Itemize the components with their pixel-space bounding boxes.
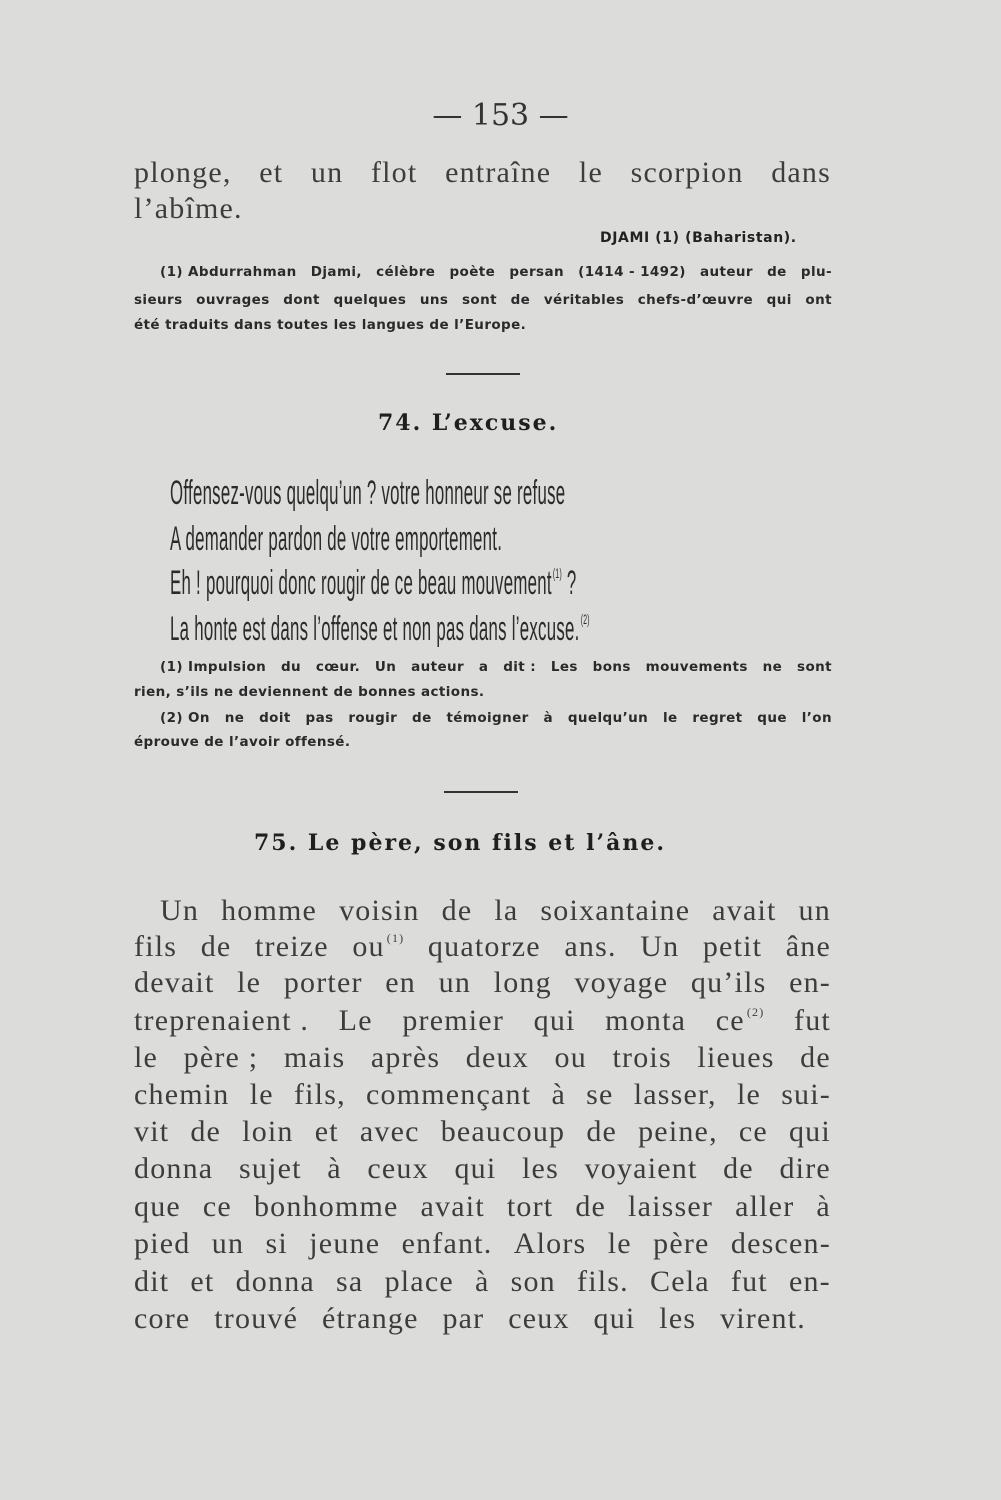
verse-line: Eh ! pourquoi donc rougir de ce beau mouvement$^{(1)}$ ? [170,564,577,602]
verse-line: Offensez-vous quelqu’un ? votre honneur se refuse [170,474,566,512]
body-line: donna sujet à ceux qui les voyaient de dire [134,1152,831,1185]
footnote-line: (2) On ne doit pas rougir de témoigner à quelqu’un le regret que l’on [160,710,832,726]
body-line: dit et donna sa place à son fils. Cela fut en- [134,1265,831,1298]
footnote-line: éprouve de l’avoir offensé. [134,734,351,750]
footnote-line: (1) Impulsion du cœur. Un auteur a dit : Les bons mouvements ne sont [160,659,832,675]
section-heading: 75. Le père, son fils et l’âne. [254,830,667,856]
continuation-line-2: l’abîme. [134,192,243,225]
section-heading: 74. L’excuse. [378,410,559,436]
body-line: le père ; mais après deux ou trois lieues de [134,1041,831,1074]
body-line: fils de treize ou $^{(1)}$ quatorze ans. Un petit âne [134,930,831,963]
verse-line: La honte est dans l’offense et non pas dans l’excuse.$^{(2)}$ [170,610,590,648]
body-line: devait le porter en un long voyage qu’ils en- [134,966,831,999]
note-ref: (2) [580,611,590,628]
body-line: treprenaient . Le premier qui monta ce $^{(2)}$ fut [134,1004,831,1037]
attribution: DJAMI (1) (Baharistan). [600,230,797,246]
body-line: Un homme voisin de la soixantaine avait un [160,894,831,927]
body-line: vit de loin et avec beaucoup de peine, ce qui [134,1115,831,1148]
footnote-line: (1) Abdurrahman Djami, célèbre poète persan (1414 - 1492) auteur de plu- [160,264,832,280]
page-number: — 153 — [432,98,569,133]
body-line: que ce bonhomme avait tort de laisser aller à [134,1190,831,1223]
footnote-line: sieurs ouvrages dont quelques uns sont de véritables chefs-d’œuvre qui ont [134,292,832,308]
verse-line: A demander pardon de votre emportement. [170,520,503,558]
section-divider [444,791,518,793]
footnote-line: été traduits dans toutes les langues de l’Europe. [134,317,527,333]
note-ref: (1) [552,565,562,582]
footnote-line: rien, s’ils ne deviennent de bonnes actions. [134,684,485,700]
note-ref: (1) [386,931,405,945]
note-ref: (2) [746,1005,765,1019]
body-line: chemin le fils, commençant à se lasser, le sui- [134,1078,831,1111]
body-line: core trouvé étrange par ceux qui les virent. [134,1302,806,1335]
section-divider [446,373,520,375]
continuation-line: plonge, et un flot entraîne le scorpion dans [134,156,831,189]
body-line: pied un si jeune enfant. Alors le père descen- [134,1227,831,1260]
